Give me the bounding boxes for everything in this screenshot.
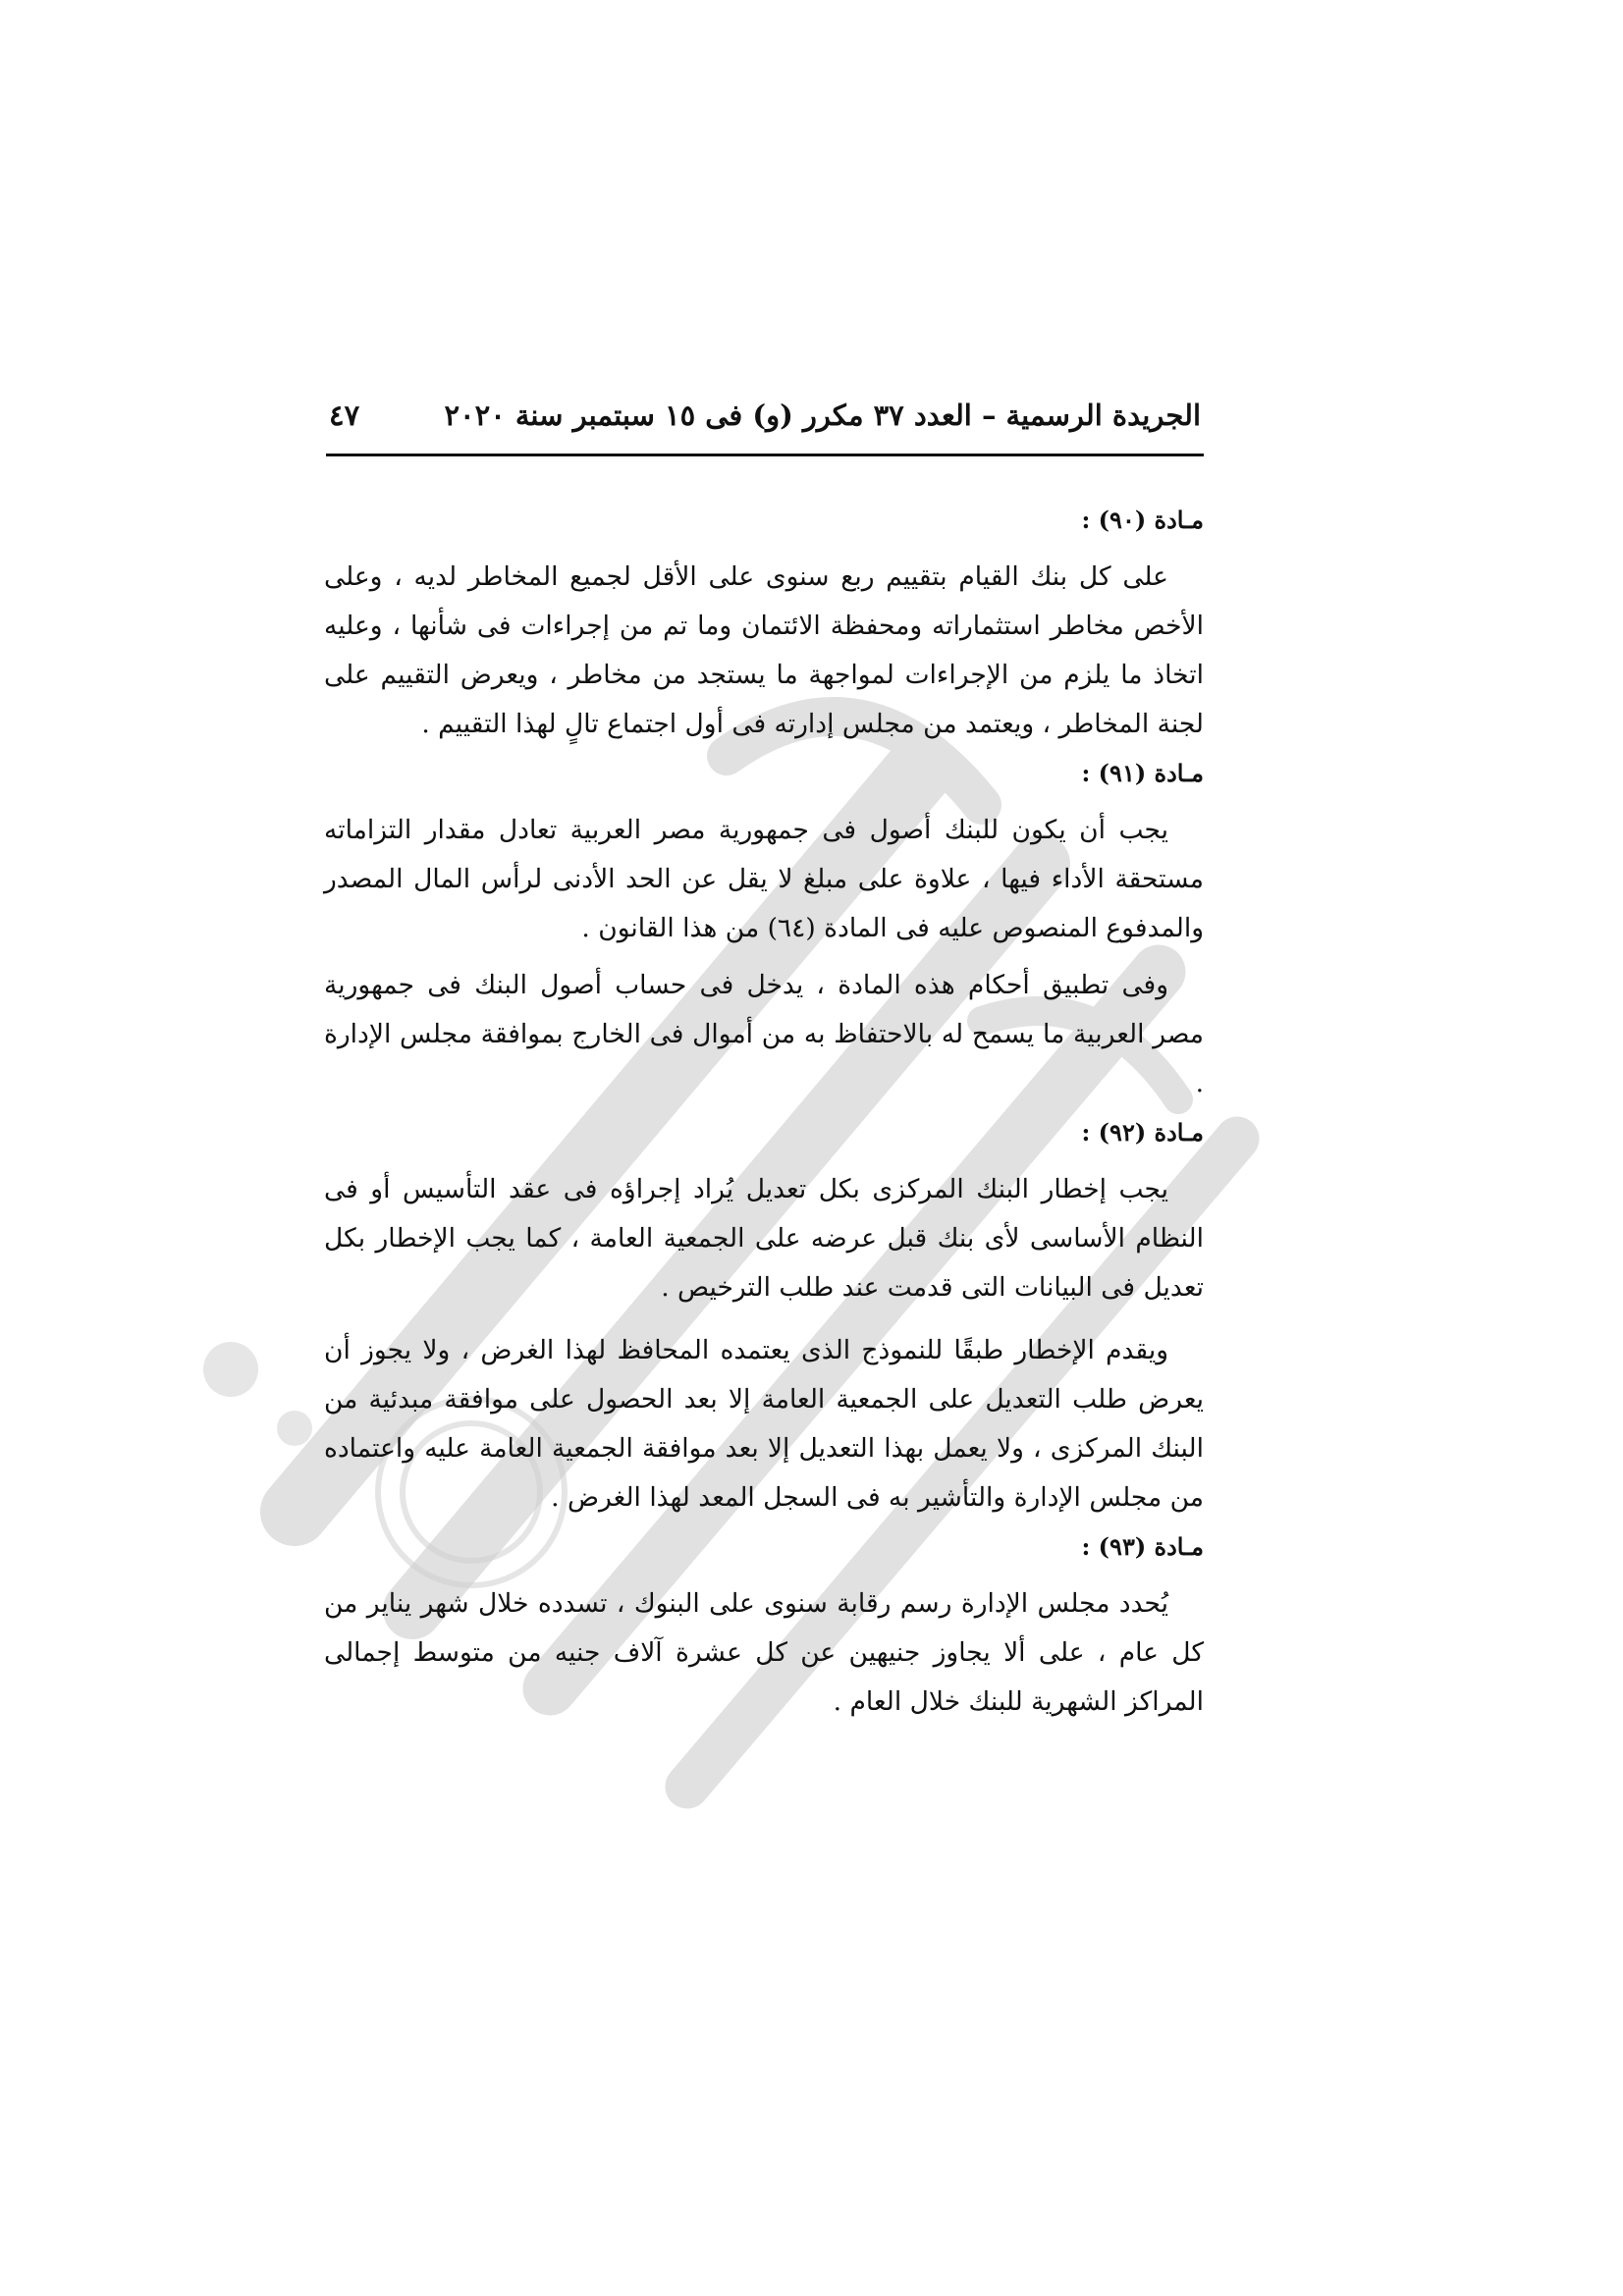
article-paragraph: على كل بنك القيام بتقييم ربع سنوى على الأقل لجميع المخاطر لديه ، وعلى الأخص مخاطر استثماراته ومحفظة الائتمان وما تم من إجراءات فى شأنها ، وعليه اتخاذ ما يلزم من الإجراءات لمواجهة ما يستجد من مخاطر ، ويعرض التقييم على لجنة المخاطر ، ويعتمد من مجلس إدارته فى أول اجتماع تالٍ لهذا التقييم . (324, 561, 1204, 739)
article-paragraph: يجب أن يكون للبنك أصول فى جمهورية مصر العربية تعادل مقدار التزاماته مستحقة الأداء فيها ، علاوة على مبلغ لا يقل عن الحد الأدنى لرأس المال المصدر والمدفوع المنصوص عليه فى المادة (٦٤) من هذا القانون . (324, 815, 1204, 943)
article-paragraph: ويقدم الإخطار طبقًا للنموذج الذى يعتمده المحافظ لهذا الغرض ، ولا يجوز أن يعرض طلب التعديل على الجمعية العامة إلا بعد الحصول على موافقة مبدئية من البنك المركزى ، ولا يعمل بهذا التعديل إلا بعد موافقة الجمعية العامة عليه واعتماده من مجلس الإدارة والتأشير به فى السجل المعد لهذا الغرض . (324, 1335, 1204, 1513)
article-heading: مـادة (٩٠) : (1081, 506, 1204, 534)
article-paragraph: وفى تطبيق أحكام هذه المادة ، يدخل فى حساب أصول البنك فى جمهورية مصر العربية ما يسمح له بالاحتفاظ به من أموال فى الخارج بموافقة مجلس الإدارة . (324, 970, 1204, 1098)
gazette-title: الجريدة الرسمية – العدد ٣٧ مكرر (و) فى ١٥ سبتمبر سنة ٢٠٢٠ (444, 399, 1201, 432)
document-body (324, 496, 1204, 1727)
article-paragraph: يجب إخطار البنك المركزى بكل تعديل يُراد إجراؤه فى عقد التأسيس أو فى النظام الأساسى لأى بنك قبل عرضه على الجمعية العامة ، كما يجب الإخطار بكل تعديل فى البيانات التى قدمت عند طلب الترخيص . (324, 1174, 1204, 1303)
article-91 (324, 749, 1204, 1108)
article-92 (324, 1108, 1204, 1522)
article-93 (324, 1522, 1204, 1727)
article-paragraph: يُحدد مجلس الإدارة رسم رقابة سنوى على البنوك ، تسدده خلال شهر يناير من كل عام ، على ألا يجاوز جنيهين عن كل عشرة آلاف جنيه من متوسط إجمالى المراكز الشهرية للبنك خلال العام . (324, 1588, 1204, 1717)
page-header (329, 391, 1201, 440)
article-heading: مـادة (٩٢) : (1081, 1118, 1204, 1147)
page-number: ٤٧ (329, 399, 360, 432)
article-heading: مـادة (٩١) : (1081, 759, 1204, 787)
header-divider (326, 454, 1204, 456)
article-heading: مـادة (٩٣) : (1081, 1532, 1204, 1561)
article-90 (324, 496, 1204, 749)
